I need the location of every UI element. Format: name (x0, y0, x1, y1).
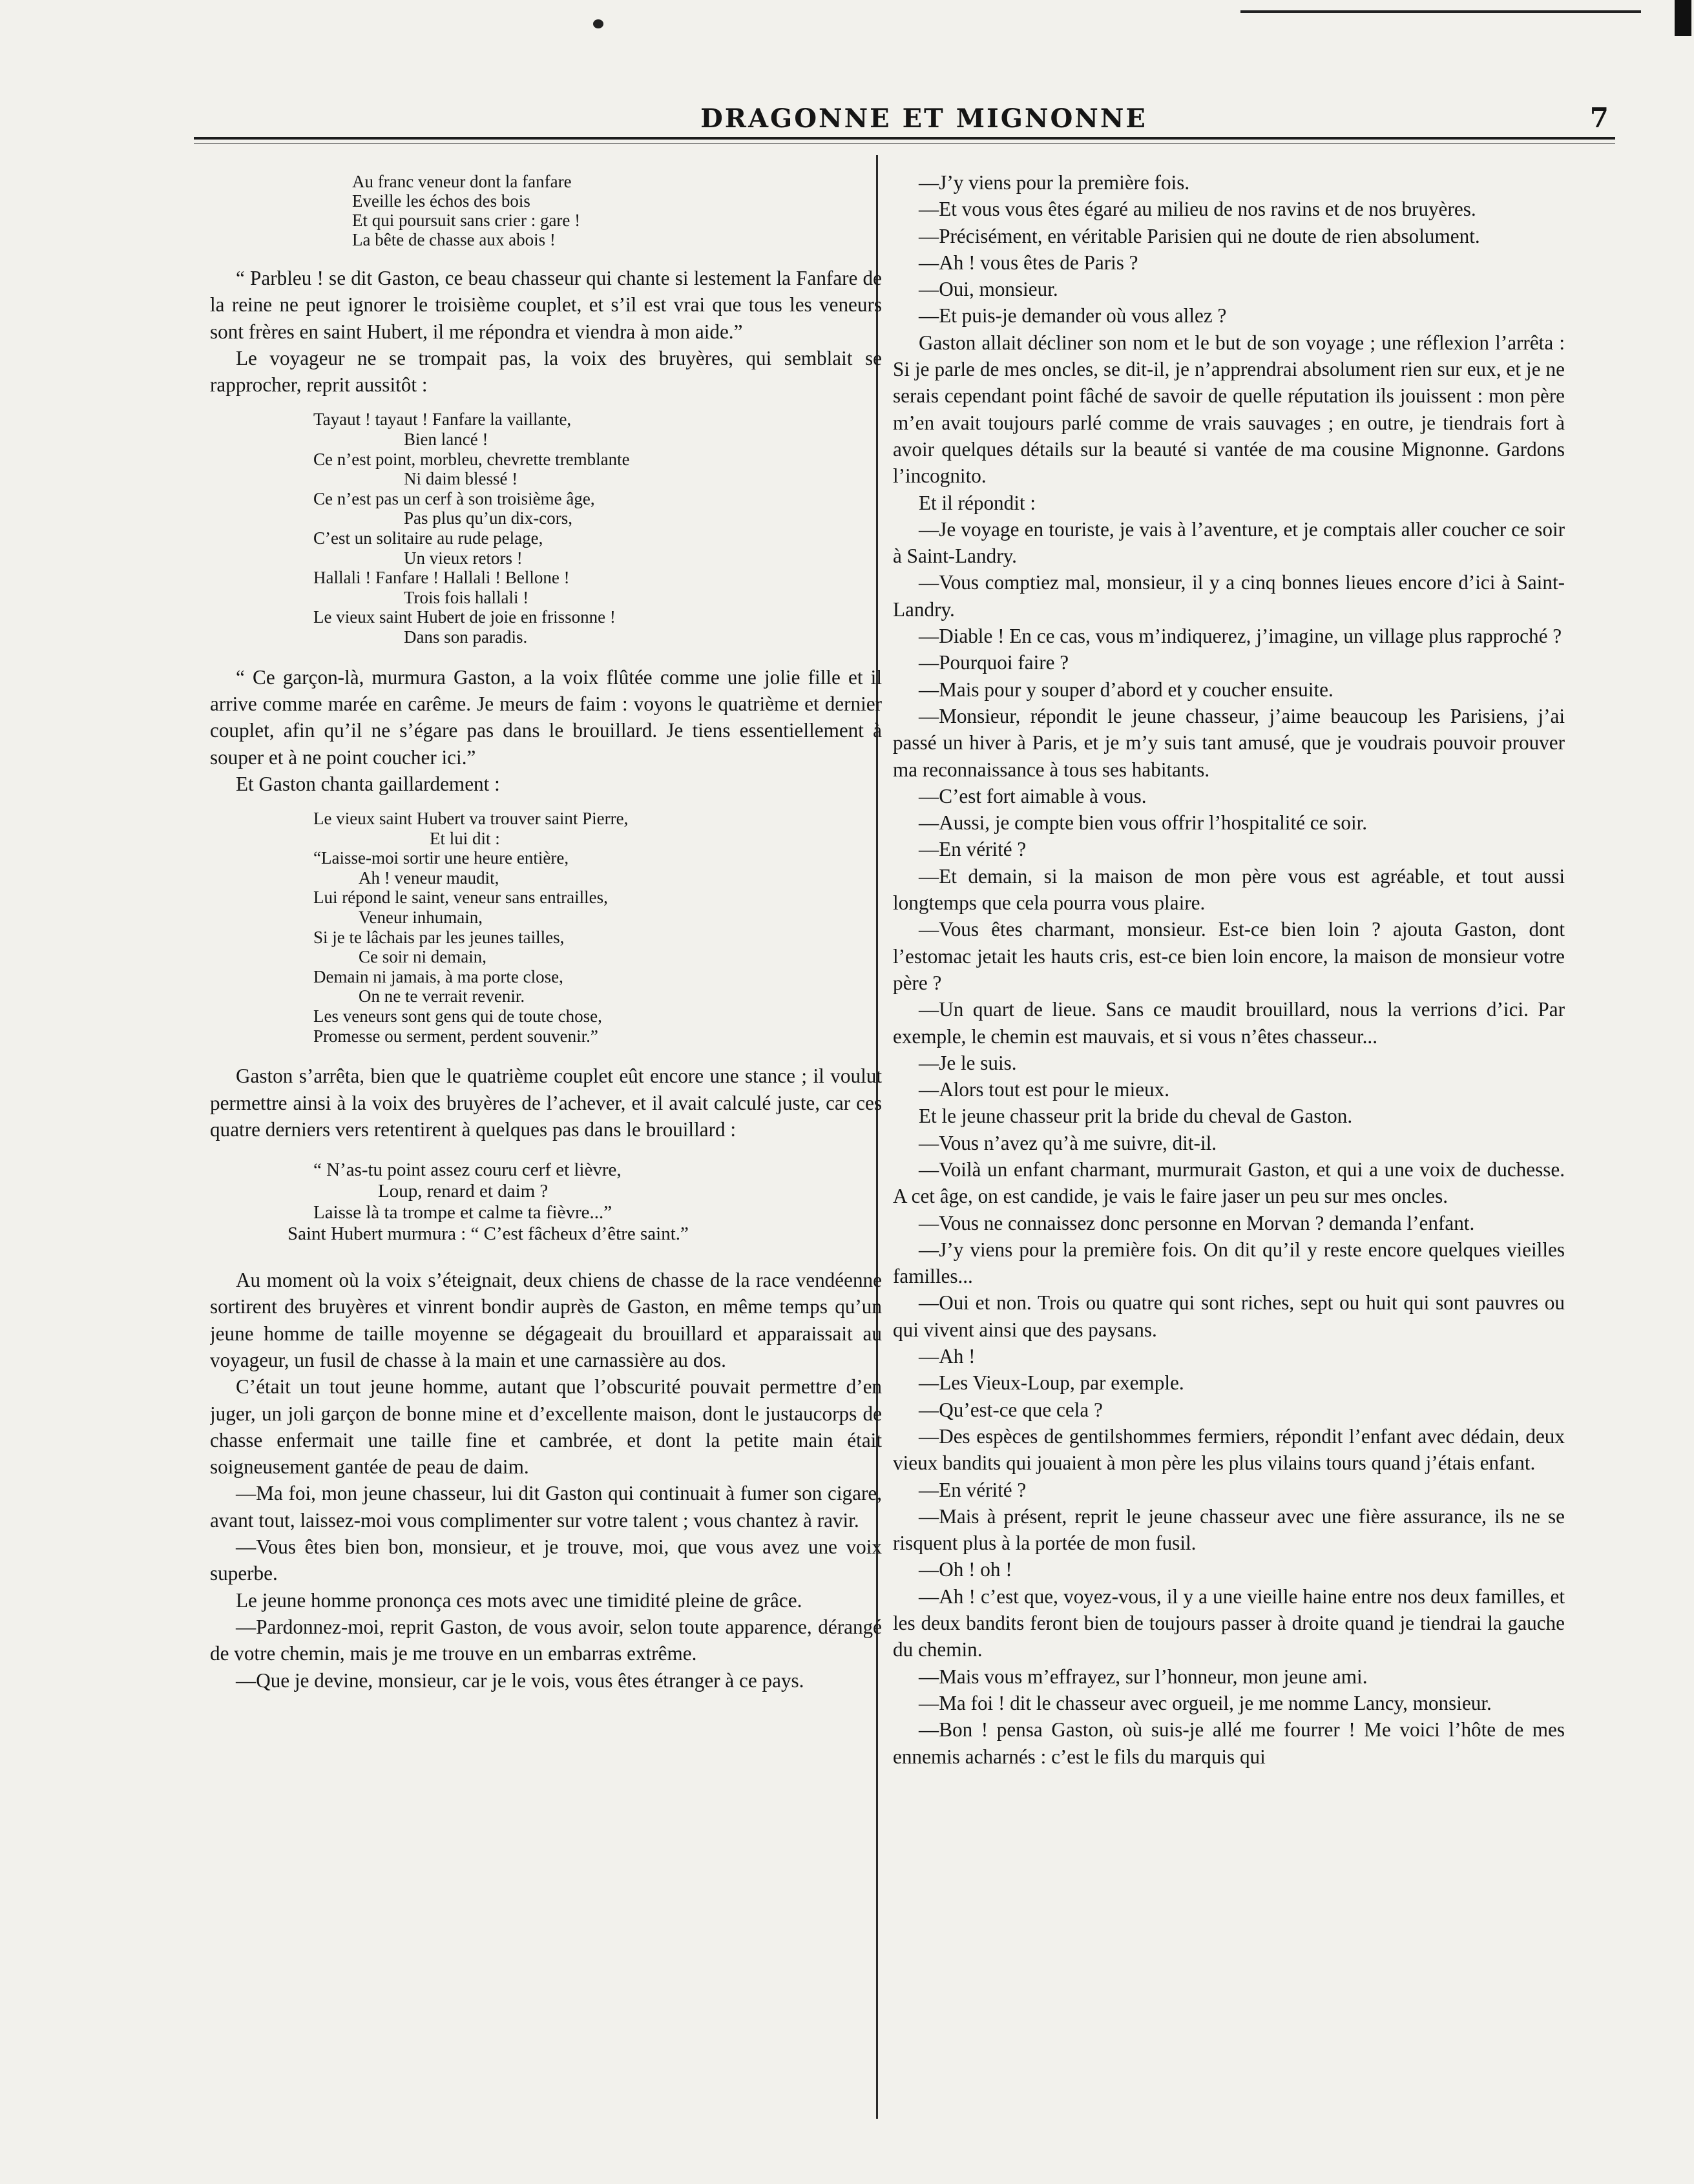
paragraph: —Ah ! (919, 1345, 976, 1368)
paragraph: —Oh ! oh ! (919, 1558, 1012, 1581)
verse-line: Laisse là ta trompe et calme ta fièvre...” (313, 1202, 612, 1223)
paragraph: —Oui, monsieur. (919, 278, 1058, 301)
paragraph: —Vous êtes bien bon, monsieur, et je trouve, moi, que vous avez une voix superbe. (210, 1535, 882, 1585)
paragraph: —Que je devine, monsieur, car je le vois, vous êtes étranger à ce pays. (236, 1669, 804, 1692)
paragraph: —Alors tout est pour le mieux. (919, 1078, 1170, 1101)
paragraph: —Diable ! En ce cas, vous m’indiquerez, j’imagine, un village plus rapproché ? (919, 625, 1562, 648)
verse-line: Bien lancé ! (404, 430, 488, 450)
verse-line: Hallali ! Fanfare ! Hallali ! Bellone ! (313, 568, 570, 588)
paragraph: —Les Vieux-Loup, par exemple. (919, 1371, 1184, 1395)
paragraph: Le jeune homme prononça ces mots avec une timidité pleine de grâce. (236, 1588, 802, 1612)
verse-saint-hubert (210, 1160, 882, 1245)
paragraph: —Oui et non. Trois ou quatre qui sont riches, sept ou huit qui sont pauvres ou qui vivent ainsi que des paysans. (893, 1291, 1565, 1341)
verse-line: Trois fois hallali ! (404, 587, 529, 607)
running-title: DRAGONNE ET MIGNONNE (700, 103, 1147, 134)
verse-line: Eveille les échos des bois (352, 191, 530, 211)
verse-line: Ce n’est point, morbleu, chevrette tremblante (313, 449, 630, 469)
paragraph: —Je voyage en touriste, je vais à l’aventure, et je comptais aller coucher ce soir à Saint-Landry. (893, 517, 1565, 568)
paragraph: —En vérité ? (919, 1478, 1027, 1501)
ink-dot (593, 19, 603, 28)
paragraph: —Bon ! pensa Gaston, où suis-je allé me fourrer ! Me voici l’hôte de mes ennemis acharnés : c’est le fils du marquis qui (893, 1718, 1565, 1768)
verse-line: Le vieux saint Hubert va trouver saint Pierre, (313, 809, 629, 829)
paragraph: —Mais à présent, reprit le jeune chasseur avec une fière assurance, ils ne se risquent plus à la portée de mon fusil. (893, 1504, 1565, 1555)
paragraph: —Qu’est-ce que cela ? (919, 1398, 1103, 1421)
paragraph: —Ma foi ! dit le chasseur avec orgueil, je me nomme Lancy, monsieur. (919, 1691, 1492, 1714)
paragraph: Gaston allait décliner son nom et le but de son voyage ; une réflexion l’arrêta : Si je parle de mes oncles, se dit-il, je n’apprendrai absolument rien sur eux, et je ne serais cependant point fâché de savoir de quelle réputation ils jouissent : mon père m’en avait toujours parlé comme de vrais sauvages ; en outre, je tiendrais fort à avoir quelques détails sur la beauté si vantée de ma cousine Mignonne. Gardons l’incognito. (893, 331, 1565, 488)
verse-line: “Laisse-moi sortir une heure entière, (313, 848, 569, 868)
paragraph: —Aussi, je compte bien vous offrir l’hospitalité ce soir. (919, 811, 1368, 835)
paragraph: —J’y viens pour la première fois. On dit qu’il y reste encore quelques vieilles familles... (893, 1238, 1565, 1288)
paragraph: —Vous comptiez mal, monsieur, il y a cinq bonnes lieues encore d’ici à Saint-Landry. (893, 571, 1565, 621)
paragraph: Gaston s’arrêta, bien que le quatrième couplet eût encore une stance ; il voulut permettre ainsi à la voix des bruyères de l’achever, et il avait calculé juste, car ces quatre derniers vers retentirent à quelques pas dans le brouillard : (210, 1065, 882, 1141)
verse-line: Ni daim blessé ! (404, 469, 518, 489)
verse-line: Ce n’est pas un cerf à son troisième âge, (313, 488, 595, 508)
corner-mark (1675, 0, 1691, 36)
verse-line: Et lui dit : (430, 828, 500, 848)
verse-line: Loup, renard et daim ? (378, 1181, 549, 1202)
paragraph: —Un quart de lieue. Sans ce maudit brouillard, nous la verrions d’ici. Par exemple, le chemin est mauvais, et si vous n’êtes chasseur... (893, 998, 1565, 1048)
verse-line: Ah ! veneur maudit, (359, 868, 499, 888)
paragraph: —Vous ne connaissez donc personne en Morvan ? demanda l’enfant. (919, 1211, 1475, 1234)
paragraph: —Et demain, si la maison de mon père vous est agréable, et tout aussi longtemps que cela pourra vous plaire. (893, 864, 1565, 915)
header-rule (194, 137, 1615, 140)
paragraph: C’était un tout jeune homme, autant que l’obscurité pouvait permettre d’en juger, un joli garçon de bonne mine et d’excellente maison, dont le justaucorps de chasse enfermait une taille fine et cambrée, et dont la petite main était soigneusement gantée de peau de daim. (210, 1375, 882, 1479)
paragraph: —Je le suis. (919, 1051, 1017, 1074)
right-column (893, 169, 1565, 2114)
paragraph: “ Ce garçon-là, murmura Gaston, a la voix flûtée comme une jolie fille et il arrive comme marée en carême. Je meurs de faim : voyons le quatrième et dernier couplet, afin qu’il ne s’égare pas dans le brouillard. Je tiens essentiellement à souper et à ne point coucher ici.” (210, 665, 882, 769)
verse-line: Les veneurs sont gens qui de toute chose, (313, 1006, 602, 1026)
page-header (194, 103, 1615, 132)
verse-fourth-couplet (210, 809, 882, 1046)
verse-line: On ne te verrait revenir. (359, 986, 525, 1006)
paragraph: —Pourquoi faire ? (919, 651, 1069, 674)
verse-line: Promesse ou serment, perdent souvenir.” (313, 1026, 598, 1046)
verse-line: Le vieux saint Hubert de joie en frissonne ! (313, 607, 616, 627)
paragraph: —Mais vous m’effrayez, sur l’honneur, mon jeune ami. (919, 1665, 1368, 1688)
verse-line: Saint Hubert murmura : “ C’est fâcheux d’être saint.” (288, 1223, 689, 1245)
verse-line: Au franc veneur dont la fanfare (352, 172, 572, 191)
verse-line: Lui répond le saint, veneur sans entrailles, (313, 888, 608, 908)
paragraph: —C’est fort aimable à vous. (919, 784, 1147, 807)
top-edge-rule (1240, 10, 1641, 13)
paragraph: —En vérité ? (919, 838, 1027, 861)
paragraph: Et le jeune chasseur prit la bride du cheval de Gaston. (919, 1105, 1353, 1128)
verse-line: “ N’as-tu point assez couru cerf et lièvre, (313, 1160, 622, 1181)
paragraph: —Voilà un enfant charmant, murmurait Gaston, et qui a une voix de duchesse. A cet âge, on est candide, je vais le faire jaser un peu sur mes oncles. (893, 1158, 1565, 1208)
paragraph: —Vous n’avez qu’à me suivre, dit-il. (919, 1131, 1217, 1154)
paragraph: —Des espèces de gentilshommes fermiers, répondit l’enfant avec dédain, deux vieux bandits qui jouaient à mon père les plus vilains tours quand j’étais enfant. (893, 1424, 1565, 1475)
paragraph: Au moment où la voix s’éteignait, deux chiens de chasse de la race vendéenne sortirent des bruyères et vinrent bondir auprès de Gaston, en même temps qu’un jeune homme de taille moyenne se dégageait du brouillard et apparaissait au voyageur, un fusil de chasse à la main et une carnassière au dos. (210, 1269, 882, 1371)
verse-line: La bête de chasse aux abois ! (352, 230, 556, 249)
paragraph: —Précisément, en véritable Parisien qui ne doute de rien absolument. (919, 224, 1480, 247)
verse-third-couplet (210, 410, 882, 647)
header-rule-thin (194, 143, 1615, 144)
paragraph: “ Parbleu ! se dit Gaston, ce beau chasseur qui chante si lestement la Fanfare de la reine ne peut ignorer le troisième couplet, et s’il est vrai que tous les veneurs sont frères en saint Hubert, il me répondra et viendra à mon aide.” (210, 267, 882, 343)
verse-line: Si je te lâchais par les jeunes tailles, (313, 927, 565, 947)
paragraph: —Ma foi, mon jeune chasseur, lui dit Gaston qui continuait à fumer son cigare, avant tout, laissez-moi vous complimenter sur votre talent ; vous chantez à ravir. (210, 1482, 882, 1532)
verse-line: Pas plus qu’un dix-cors, (404, 508, 572, 528)
verse-line: Veneur inhumain, (359, 908, 483, 928)
paragraph: —Mais pour y souper d’abord et y coucher ensuite. (919, 678, 1333, 701)
verse-line: Un vieux retors ! (404, 548, 523, 568)
paragraph: Le voyageur ne se trompait pas, la voix des bruyères, qui semblait se rapprocher, reprit aussitôt : (210, 346, 882, 397)
paragraph: —Monsieur, répondit le jeune chasseur, j’aime beaucoup les Parisiens, j’ai passé un hiver à Paris, et je m’y suis tant amusé, que je voudrais pouvoir prouver ma reconnaissance à tous ses habitants. (893, 704, 1565, 781)
paragraph: —Et puis-je demander où vous allez ? (919, 304, 1227, 328)
paragraph: —Pardonnez-moi, reprit Gaston, de vous avoir, selon toute apparence, dérangé de votre chemin, mais je me trouve en un embarras extrême. (210, 1615, 882, 1665)
paragraph: —Ah ! c’est que, voyez-vous, il y a une vieille haine entre nos deux familles, et les deux bandits feront bien de toujours passer à droite quand je tiendrai la gauche du chemin. (893, 1585, 1565, 1661)
paragraph: —Vous êtes charmant, monsieur. Est-ce bien loin ? ajouta Gaston, dont l’estomac jetait les hauts cris, est-ce bien loin encore, la maison de monsieur votre père ? (893, 918, 1565, 994)
verse-line: Ce soir ni demain, (359, 947, 486, 967)
left-column (210, 169, 882, 2114)
verse-line: Demain ni jamais, à ma porte close, (313, 966, 563, 986)
page-number: 7 (1589, 102, 1609, 134)
paragraph: —J’y viens pour la première fois. (919, 171, 1190, 194)
verse-line: C’est un solitaire au rude pelage, (313, 528, 543, 548)
verse-line: Tayaut ! tayaut ! Fanfare la vaillante, (313, 410, 572, 430)
paragraph: —Et vous vous êtes égaré au milieu de nos ravins et de nos bruyères. (919, 198, 1476, 221)
verse-line: Dans son paradis. (404, 627, 528, 647)
paragraph: Et Gaston chanta gaillardement : (236, 772, 500, 795)
verse-line: Et qui poursuit sans crier : gare ! (352, 211, 581, 230)
paragraph: Et il répondit : (919, 491, 1036, 514)
paragraph: —Ah ! vous êtes de Paris ? (919, 251, 1138, 274)
verse-opening (210, 172, 882, 249)
